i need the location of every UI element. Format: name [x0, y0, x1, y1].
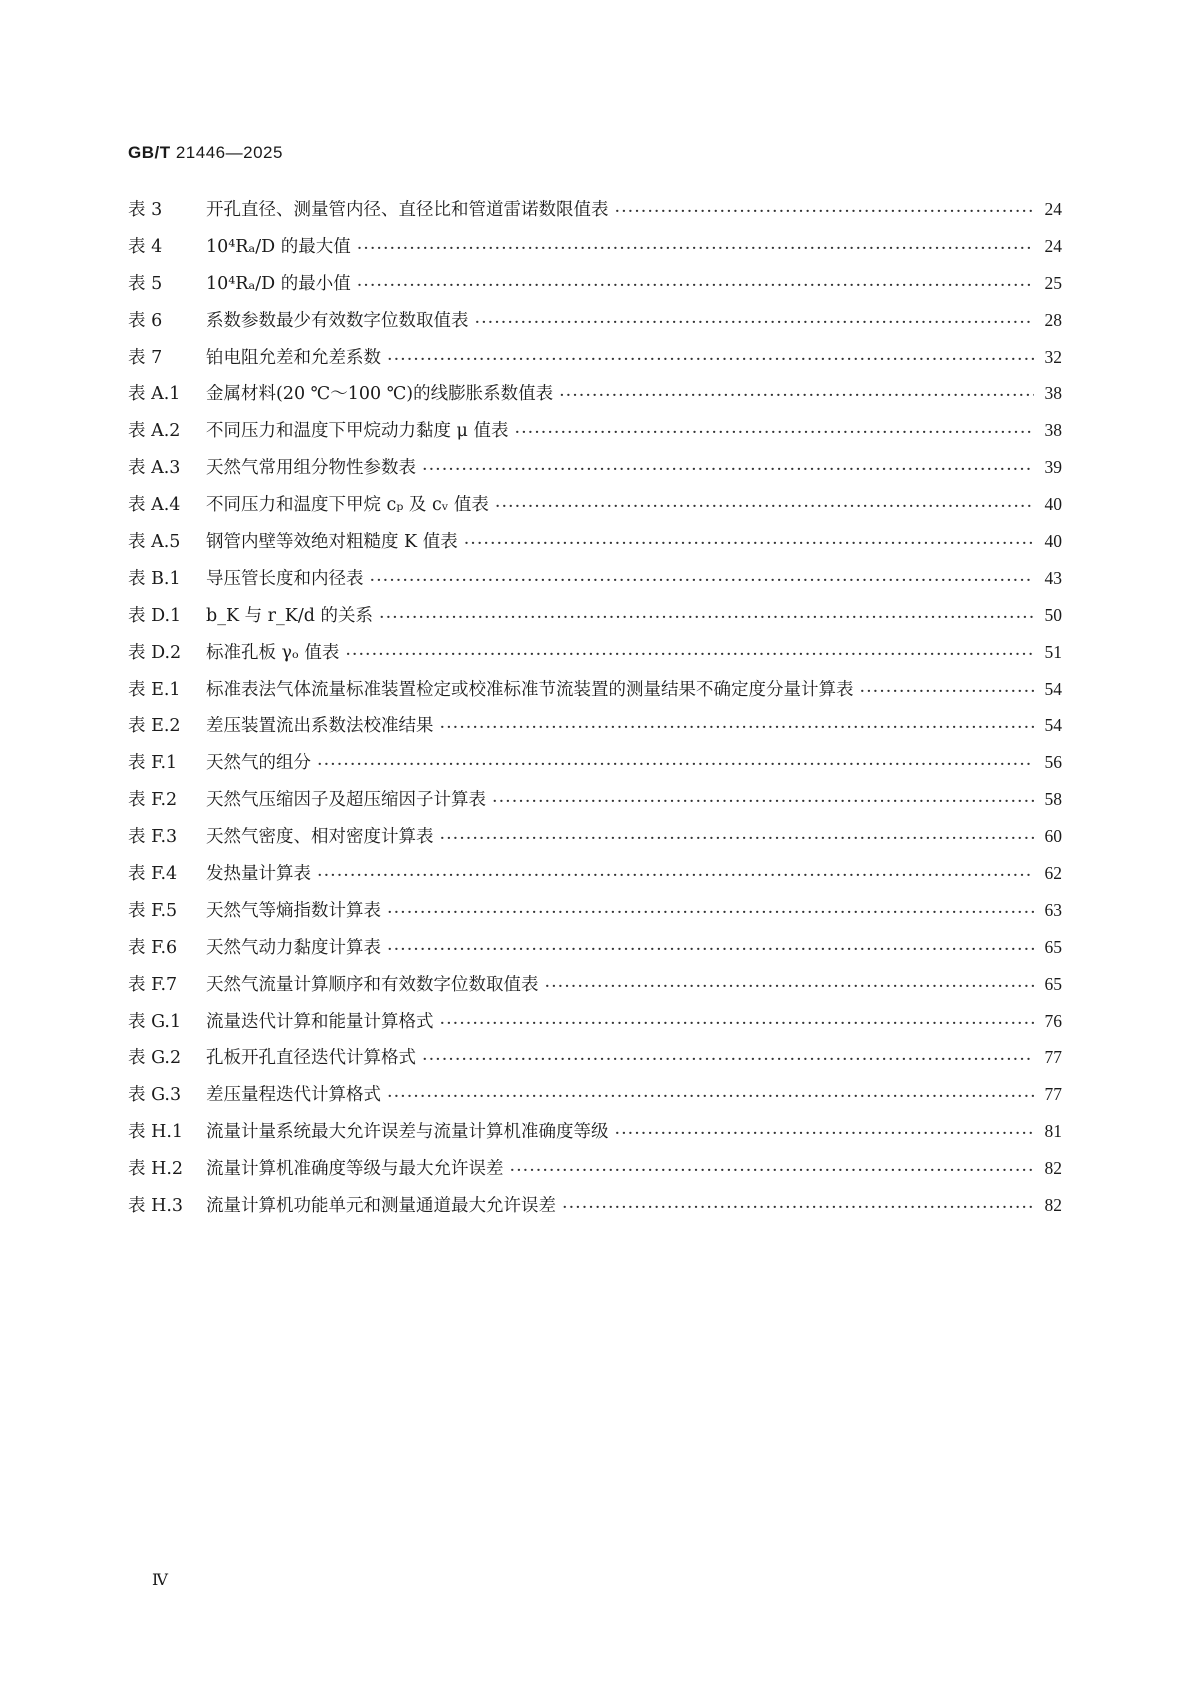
toc-leader-dots	[387, 940, 1034, 961]
toc-entry[interactable]	[128, 749, 1062, 786]
toc-entry[interactable]	[128, 196, 1062, 233]
toc-entry-page: 56	[1044, 752, 1062, 773]
document-header	[128, 143, 283, 163]
toc-leader-dots	[357, 239, 1034, 260]
toc-entry-number: 表 5	[128, 273, 163, 294]
toc-entry-number: 表 H.3	[128, 1196, 184, 1217]
toc-entry[interactable]	[128, 307, 1062, 344]
toc-entry-number: 表 E.1	[128, 679, 181, 700]
toc-entry-page: 65	[1044, 936, 1062, 957]
toc-leader-dots	[387, 350, 1034, 371]
toc-entry-title: 标准孔板 γₒ 值表	[206, 642, 340, 663]
toc-entry-page: 40	[1044, 531, 1062, 552]
toc-entry-number: 表 A.5	[128, 532, 181, 553]
toc-entry-number: 表 G.3	[128, 1085, 182, 1106]
toc-leader-dots	[492, 792, 1034, 813]
toc-entry-page: 43	[1044, 567, 1062, 588]
toc-entry-title: 流量计算机功能单元和测量通道最大允许误差	[206, 1196, 556, 1217]
toc-entry[interactable]	[128, 712, 1062, 749]
toc-entry-page: 60	[1044, 826, 1062, 847]
toc-entry[interactable]	[128, 602, 1062, 639]
toc-entry-number: 表 F.1	[128, 753, 178, 774]
toc-entry-title: 钢管内壁等效绝对粗糙度 K 值表	[206, 532, 458, 553]
toc-entry-title: 流量计量系统最大允许误差与流量计算机准确度等级	[206, 1122, 609, 1143]
toc-entry-page: 32	[1044, 346, 1062, 367]
toc-entry-title: 不同压力和温度下甲烷 cₚ 及 cᵥ 值表	[206, 495, 489, 516]
toc-entry-number: 表 A.2	[128, 421, 181, 442]
toc-entry[interactable]	[128, 233, 1062, 270]
toc-leader-dots	[387, 1087, 1034, 1108]
toc-entry-number: 表 F.4	[128, 864, 178, 885]
toc-entry[interactable]	[128, 1192, 1062, 1229]
standard-code: GB/T	[128, 143, 171, 162]
toc-entry[interactable]	[128, 1008, 1062, 1045]
toc-entry[interactable]	[128, 934, 1062, 971]
toc-leader-dots	[515, 423, 1035, 444]
toc-leader-dots	[422, 460, 1034, 481]
toc-leader-dots	[559, 386, 1034, 407]
toc-entry-title: 天然气压缩因子及超压缩因子计算表	[206, 790, 486, 811]
toc-leader-dots	[495, 497, 1034, 518]
toc-leader-dots	[510, 1161, 1035, 1182]
toc-leader-dots	[370, 571, 1035, 592]
toc-entry-title: 导压管长度和内径表	[206, 568, 364, 589]
toc-entry-number: 表 E.2	[128, 716, 181, 737]
toc-entry[interactable]	[128, 639, 1062, 676]
toc-entry-title: 10⁴Rₐ/D 的最小值	[206, 273, 351, 294]
toc-entry-number: 表 F.5	[128, 900, 178, 921]
toc-entry-page: 28	[1044, 309, 1062, 330]
toc-entry[interactable]	[128, 1155, 1062, 1192]
toc-entry-title: 开孔直径、测量管内径、直径比和管道雷诺数限值表	[206, 200, 609, 220]
toc-entry-title: 天然气密度、相对密度计算表	[206, 827, 434, 848]
toc-entry-page: 51	[1044, 641, 1062, 662]
toc-entry[interactable]	[128, 1081, 1062, 1118]
toc-entry-number: 表 F.7	[128, 974, 178, 995]
toc-entry-number: 表 F.2	[128, 790, 178, 811]
toc-entry-page: 38	[1044, 420, 1062, 441]
toc-entry-page: 54	[1044, 715, 1062, 736]
toc-leader-dots	[615, 202, 1035, 223]
toc-entry-page: 63	[1044, 899, 1062, 920]
toc-leader-dots	[440, 829, 1035, 850]
toc-entry[interactable]	[128, 491, 1062, 528]
toc-entry-number: 表 F.3	[128, 827, 178, 848]
toc-leader-dots	[379, 608, 1034, 629]
toc-entry[interactable]	[128, 380, 1062, 417]
toc-entry-page: 38	[1044, 383, 1062, 404]
toc-entry-number: 表 3	[128, 200, 163, 220]
toc-entry-title: 天然气等熵指数计算表	[206, 900, 381, 921]
toc-entry[interactable]	[128, 344, 1062, 381]
toc-entry[interactable]	[128, 1118, 1062, 1155]
toc-entry[interactable]	[128, 860, 1062, 897]
toc-entry-title: 发热量计算表	[206, 864, 311, 885]
toc-entry-page: 40	[1044, 494, 1062, 515]
toc-entry[interactable]	[128, 454, 1062, 491]
toc-entry-page: 39	[1044, 457, 1062, 478]
toc-entry[interactable]	[128, 1044, 1062, 1081]
toc-entry-number: 表 B.1	[128, 568, 181, 589]
toc-entry-number: 表 4	[128, 236, 163, 257]
toc-entry[interactable]	[128, 971, 1062, 1008]
toc-entry-title: 差压量程迭代计算格式	[206, 1085, 381, 1106]
toc-entry-title: 流量迭代计算和能量计算格式	[206, 1011, 434, 1032]
toc-entry-page: 54	[1044, 678, 1062, 699]
toc-leader-dots	[317, 866, 1034, 887]
toc-entry[interactable]	[128, 786, 1062, 823]
toc-entry-page: 82	[1044, 1195, 1062, 1216]
toc-entry-page: 76	[1044, 1010, 1062, 1031]
toc-leader-dots	[387, 903, 1034, 924]
toc-entry-number: 表 F.6	[128, 937, 178, 958]
toc-entry-number: 表 H.2	[128, 1159, 184, 1180]
toc-entry-title: 天然气动力黏度计算表	[206, 937, 381, 958]
toc-entry-page: 24	[1044, 199, 1062, 219]
toc-entry-page: 77	[1044, 1084, 1062, 1105]
toc-leader-dots	[440, 718, 1035, 739]
toc-entry-title: 天然气流量计算顺序和有效数字位数取值表	[206, 974, 539, 995]
toc-entry-title: 标准表法气体流量标准装置检定或校准标准节流装置的测量结果不确定度分量计算表	[206, 679, 854, 700]
toc-entry-page: 77	[1044, 1047, 1062, 1068]
toc-entry-number: 表 H.1	[128, 1122, 184, 1143]
toc-entry-title: 流量计算机准确度等级与最大允许误差	[206, 1159, 504, 1180]
toc-entry-title: 系数参数最少有效数字位数取值表	[206, 310, 469, 331]
toc-entry-page: 62	[1044, 863, 1062, 884]
toc-entry-title: 10⁴Rₐ/D 的最大值	[206, 236, 351, 257]
toc-entry[interactable]	[128, 565, 1062, 602]
toc-entry-number: 表 A.3	[128, 458, 181, 479]
toc-entry-number: 表 A.4	[128, 495, 181, 516]
toc-entry[interactable]	[128, 676, 1062, 713]
toc-entry-title: 孔板开孔直径迭代计算格式	[206, 1048, 416, 1069]
standard-number: 21446—2025	[175, 143, 283, 162]
toc-leader-dots	[615, 1124, 1035, 1145]
toc-entry-page: 81	[1044, 1121, 1062, 1142]
toc-entry-number: 表 6	[128, 310, 163, 331]
toc-entry-page: 65	[1044, 973, 1062, 994]
toc-leader-dots	[464, 534, 1034, 555]
toc-entry[interactable]	[128, 823, 1062, 860]
toc-entry-page: 24	[1044, 235, 1062, 256]
toc-leader-dots	[345, 645, 1034, 666]
toc-leader-dots	[357, 276, 1034, 297]
toc-entry-page: 50	[1044, 604, 1062, 625]
toc-entry-title: 差压装置流出系数法校准结果	[206, 716, 434, 737]
toc-entry-title: 不同压力和温度下甲烷动力黏度 μ 值表	[206, 421, 509, 442]
toc-leader-dots	[440, 1014, 1035, 1035]
toc-entry[interactable]	[128, 417, 1062, 454]
toc-entry-number: 表 G.1	[128, 1011, 182, 1032]
toc-entry-number: 表 G.2	[128, 1048, 182, 1069]
toc-leader-dots	[545, 977, 1035, 998]
toc-entry-page: 58	[1044, 789, 1062, 810]
toc-leader-dots	[475, 313, 1035, 334]
table-of-contents	[128, 196, 1062, 1229]
toc-leader-dots	[562, 1198, 1034, 1219]
toc-entry-page: 25	[1044, 272, 1062, 293]
toc-leader-dots	[422, 1050, 1034, 1071]
toc-entry-title: 天然气的组分	[206, 753, 311, 774]
toc-entry[interactable]	[128, 528, 1062, 565]
page-number: Ⅳ	[152, 1572, 168, 1589]
toc-leader-dots	[317, 755, 1034, 776]
toc-entry-title: 天然气常用组分物性参数表	[206, 458, 416, 479]
toc-entry-number: 表 D.1	[128, 605, 182, 626]
toc-entry-number: 表 7	[128, 347, 163, 368]
toc-entry-page: 82	[1044, 1158, 1062, 1179]
toc-entry-title: 金属材料(20 ℃～100 ℃)的线膨胀系数值表	[206, 384, 554, 405]
toc-entry-title: 铂电阻允差和允差系数	[206, 347, 381, 368]
toc-entry[interactable]	[128, 270, 1062, 307]
toc-leader-dots	[860, 682, 1035, 703]
toc-entry[interactable]	[128, 897, 1062, 934]
toc-entry-title: b_K 与 r_K/d 的关系	[206, 605, 374, 626]
toc-entry-number: 表 A.1	[128, 384, 181, 405]
toc-entry-number: 表 D.2	[128, 642, 182, 663]
